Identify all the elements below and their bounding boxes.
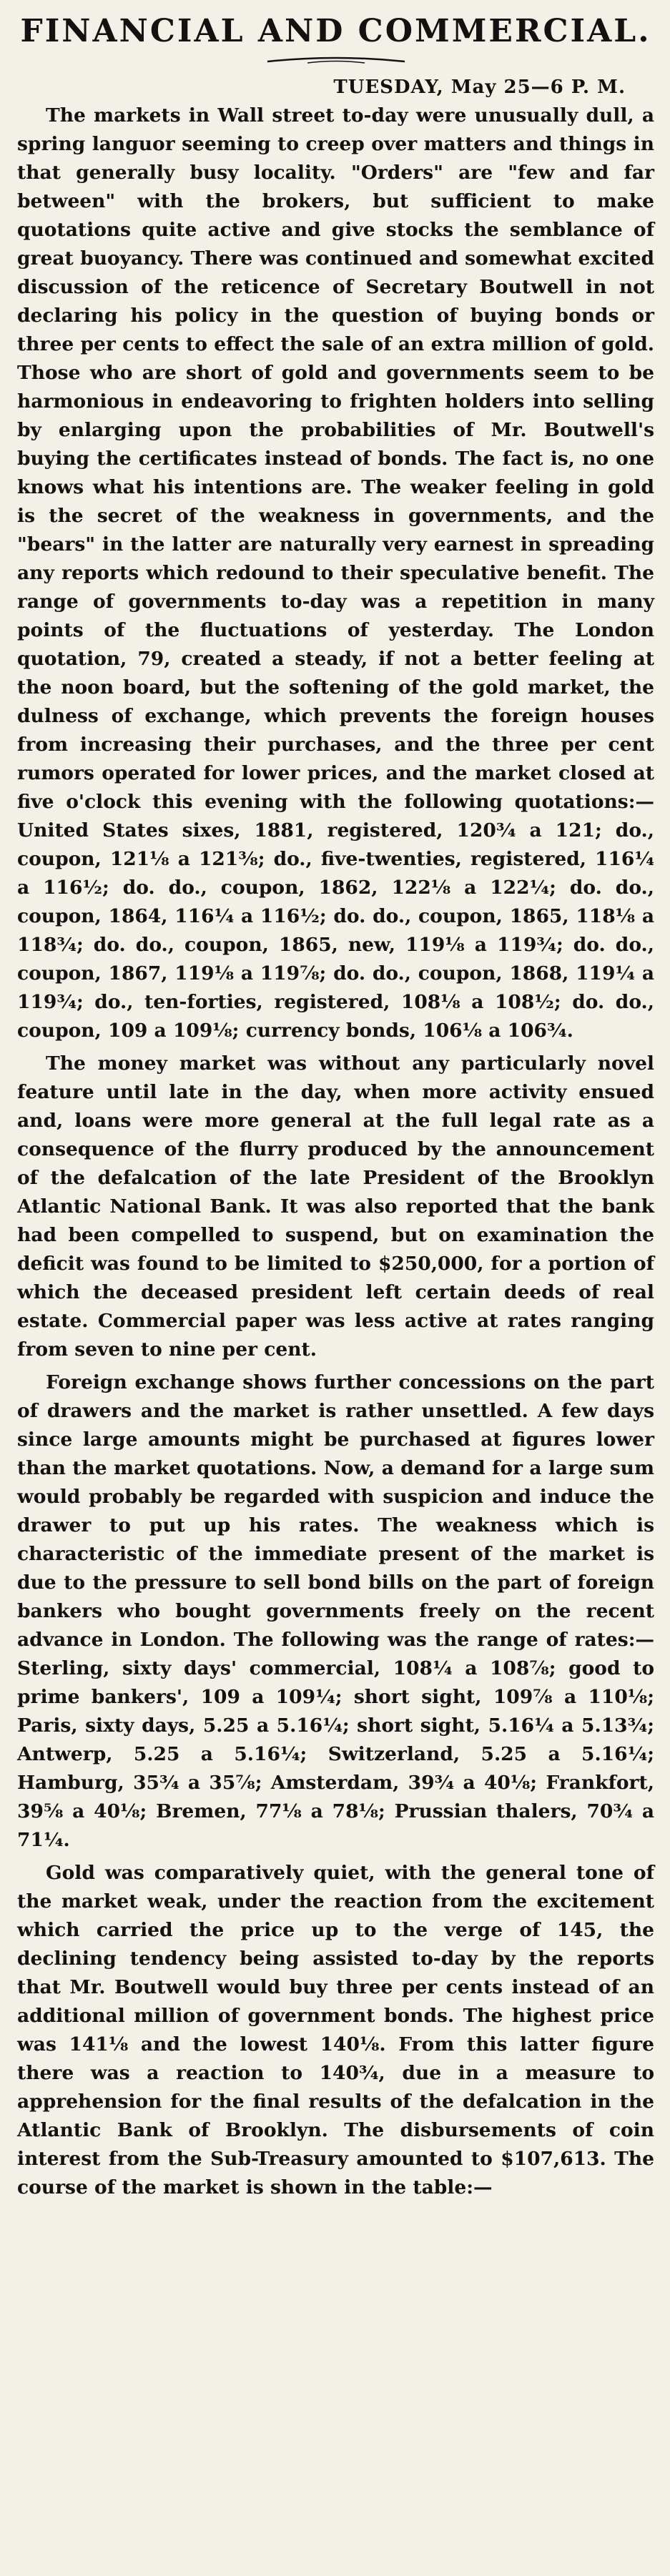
dateline: TUESDAY, May 25—6 P. M. xyxy=(333,77,626,98)
headline: FINANCIAL AND COMMERCIAL. xyxy=(20,13,651,49)
paragraph-foreign-exchange: Foreign exchange shows further concessions on the part of drawers and the market is rather unsettled. A few days since large amounts might be purchased at figures lower than the market quotations. Now, a demand for a large sum would probably be regarded with suspicion and induce the drawer to put up his rates. The weakness which is characteristic of the immediate present of the market is due to the pressure to sell bond bills on the part of foreign bankers who bought governments freely on the recent advance in London. The following was the range of rates:—Sterling, sixty days' commercial, 108¼ a 108⅞; good to prime bankers', 109 a 109¼; short sight, 109⅞ a 110⅛; Paris, sixty days, 5.25 a 5.16¼; short sight, 5.16¼ a 5.13¾; Antwerp, 5.25 a 5.16¼; Switzerland, 5.25 a 5.16¼; Hamburg, 35¾ a 35⅞; Amsterdam, 39¾ a 40⅛; Frankfort, 39⅝ a 40⅛; Bremen, 77⅛ a 78⅛; Prussian thalers, 70¾ a 71¼. xyxy=(17,1371,654,1851)
paragraph-wall-street: The markets in Wall street to-day were unusually dull, a spring languor seeming to creep over matters and things in that generally busy locality. "Orders" are "few and far between" with the brokers, but sufficient to make quotations quite active and give stocks the semblance of great buoyancy. There was continued and somewhat excited discussion of the reticence of Secretary Boutwell in not declaring his policy in the question of buying bonds or three per cents to effect the sale of an extra million of gold. Those who are short of gold and governments seem to be harmonious in endeavoring to frighten holders into selling by enlarging upon the probabilities of Mr. Boutwell's buying the certificates instead of bonds. The fact is, no one knows what his intentions are. The weaker feeling in gold is the secret of the weakness in governments, and the "bears" in the latter are naturally very earnest in spreading any reports which redound to their speculative benefit. The range of governments to-day was a repetition in many points of the fluctuations of yesterday. The London quotation, 79, created a steady, if not a better feeling at the noon board, but the softening of the gold market, the dulness of exchange, which prevents the foreign houses from increasing their purchases, and the three per cent rumors operated for lower prices, and the market closed at five o'clock this evening with the following quotations:—United States sixes, 1881, registered, 120¾ a 121; do., coupon, 121⅛ a 121⅜; do., five-twenties, registered, 116¼ a 116½; do. do., coupon, 1862, 122⅛ a 122¼; do. do., coupon, 1864, 116¼ a 116½; do. do., coupon, 1865, 118⅛ a 118¾; do. do., coupon, 1865, new, 119⅛ a 119¾; do. do., coupon, 1867, 119⅛ a 119⅞; do. do., coupon, 1868, 119¼ a 119¾; do., ten-forties, registered, 108⅛ a 108½; do. do., coupon, 109 a 109⅛; currency bonds, 106⅛ a 106¾. xyxy=(17,104,654,1042)
paragraph-gold: Gold was comparatively quiet, with the general tone of the market weak, under the reaction from the excitement which carried the price up to the verge of 145, the declining tendency being assisted to-day by the reports that Mr. Boutwell would buy three per cents instead of an additional million of government bonds. The highest price was 141⅛ and the lowest 140⅛. From this latter figure there was a reaction to 140¾, due in a measure to apprehension for the final results of the defalcation in the Atlantic Bank of Brooklyn. The disbursements of coin interest from the Sub-Treasury amounted to $107,613. The course of the market is shown in the table:— xyxy=(17,1862,654,2199)
decorative-rule xyxy=(265,56,408,66)
paragraph-money-market: The money market was without any particularly novel feature until late in the day, when more activity ensued and, loans were more general at the full legal rate as a consequence of the flurry produced by the announcement of the defalcation of the late President of the Brooklyn Atlantic National Bank. It was also reported that the bank had been compelled to suspend, but on examination the deficit was found to be limited to $250,000, for a portion of which the deceased president left certain deeds of real estate. Commercial paper was less active at rates ranging from seven to nine per cent. xyxy=(17,1052,654,1361)
